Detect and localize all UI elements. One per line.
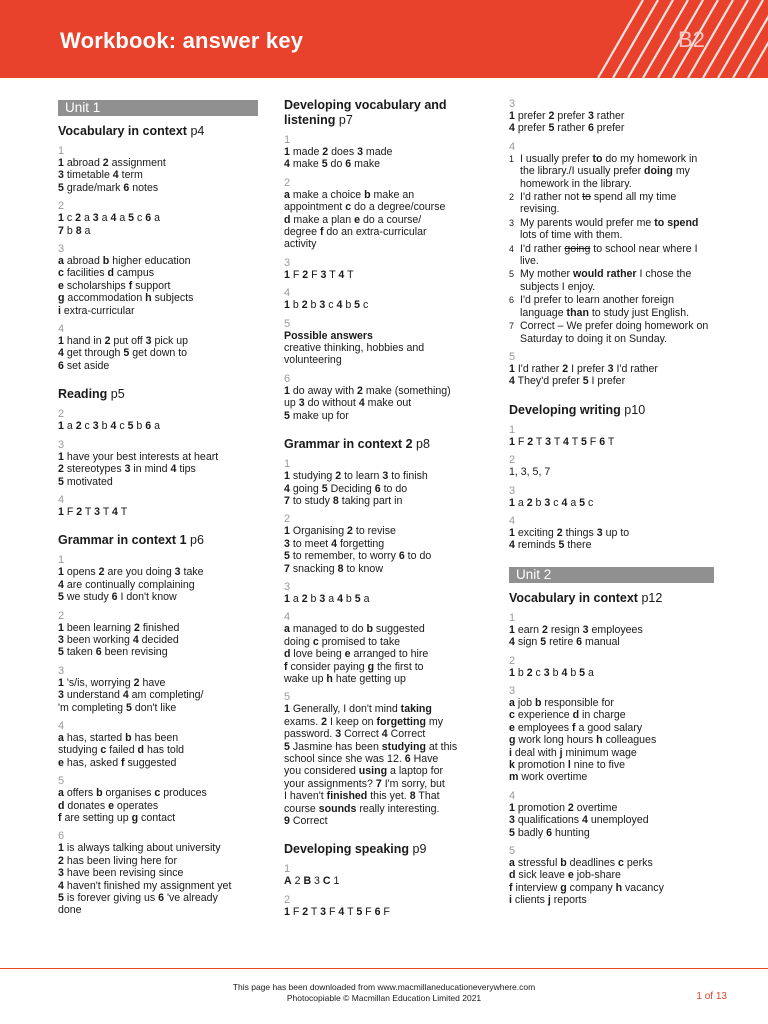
answer-line: 1 been learning 2 finished <box>58 621 180 634</box>
exercise-number: 5 <box>58 775 65 788</box>
answer-line: studying c failed d has told <box>58 744 185 757</box>
section-title-text: Reading <box>58 387 108 402</box>
answer-line: 2 has been living here for <box>58 854 177 867</box>
exercise-number: 1 <box>58 554 65 567</box>
answer-line: activity <box>284 238 317 251</box>
column-3 <box>509 98 714 922</box>
answer-line: 7 snacking 8 to know <box>284 562 383 575</box>
exercise-number: 6 <box>284 372 291 385</box>
answer-line: c facilities d campus <box>58 267 155 280</box>
answer-section <box>284 842 486 918</box>
answer-line: f are setting up g contact <box>58 812 176 824</box>
answer-line: 7 to study 8 taking part in <box>284 494 403 507</box>
exercise-number: 3 <box>284 256 291 269</box>
answer-line: Possible answers <box>284 329 373 342</box>
answer-section <box>284 437 486 827</box>
answer-line: 3 been working 4 decided <box>58 633 179 646</box>
section-title <box>58 533 258 548</box>
exercise-number: 4 <box>509 140 516 153</box>
answer-line: a offers b organises c produces <box>58 787 207 800</box>
answer-line: a abroad b higher education <box>58 255 191 268</box>
answer-item-text: I usually prefer to do my homework in the library./I usually prefer doing my homework in the library. <box>520 152 698 190</box>
exercise-number: 4 <box>284 611 291 624</box>
answer-line: 5 grade/mark 6 notes <box>58 181 159 194</box>
exercise-number: 3 <box>58 243 65 256</box>
answer-line: volunteering <box>284 354 342 367</box>
exercise <box>509 612 714 649</box>
answer-line: 5 we study 6 I don't know <box>58 591 177 604</box>
answer-line: a stressful b deadlines c perks <box>509 857 653 870</box>
answer-line: exams. 2 I keep on forgetting my <box>284 715 443 728</box>
exercise <box>284 287 486 311</box>
answer-line: 1 promotion 2 overtime <box>509 801 618 814</box>
exercise-number: 3 <box>509 98 516 110</box>
answer-line: up 3 do without 4 make out <box>284 397 412 410</box>
exercise <box>58 408 258 432</box>
answer-item <box>509 243 714 268</box>
answer-line: 4 are continually complaining <box>58 578 195 591</box>
exercise <box>509 515 714 552</box>
answer-item-number: 5 <box>509 269 515 280</box>
answer-item-number: 1 <box>509 153 515 164</box>
answer-line: d sick leave e job-share <box>509 869 621 882</box>
exercise <box>58 494 258 518</box>
exercise-number: 1 <box>509 423 516 436</box>
exercise-number: 5 <box>509 350 516 363</box>
answer-line: 4 haven't finished my assignment yet <box>58 879 232 892</box>
section-title-text: Developing writing <box>509 402 621 417</box>
answer-line: 3 timetable 4 term <box>58 169 143 182</box>
section-title <box>284 98 486 128</box>
exercise-number: 3 <box>509 684 516 697</box>
answer-line: 6 set aside <box>58 359 110 372</box>
section-title-text: Developing vocabulary and listening <box>284 98 447 127</box>
exercise-number: 2 <box>284 513 291 526</box>
section-title-text: Grammar in context 2 <box>284 437 413 452</box>
answer-line: a managed to do b suggested <box>284 623 425 636</box>
answer-item <box>509 217 714 242</box>
answer-line: 4 going 5 Deciding 6 to do <box>284 482 408 495</box>
exercise-number: 3 <box>58 664 65 677</box>
section-page-ref: p9 <box>412 842 427 857</box>
answer-section <box>58 533 258 917</box>
answer-item-text: My parents would prefer me to spend lots of time with them. <box>520 216 699 242</box>
answer-line: 4 They'd prefer 5 I prefer <box>509 375 626 388</box>
answer-section <box>58 387 258 518</box>
column-2 <box>284 98 486 933</box>
exercise <box>284 691 486 827</box>
exercise <box>284 611 486 685</box>
section-title <box>284 842 486 857</box>
answer-line: 1 F 2 T 3 T 4 T 5 F 6 T <box>509 435 615 448</box>
answer-line: i clients j reports <box>509 894 587 907</box>
section-title-text: Vocabulary in context <box>509 590 638 605</box>
answer-line: I haven't finished this yet. 8 That <box>284 790 440 803</box>
answer-item-number: 7 <box>509 321 515 332</box>
answer-line: 1 earn 2 resign 3 employees <box>509 623 643 636</box>
answer-line: e has, asked f suggested <box>58 756 177 769</box>
exercise-number: 4 <box>509 789 516 802</box>
section-page-ref: p10 <box>624 402 646 417</box>
answer-item <box>509 320 714 345</box>
answer-line: 3 qualifications 4 unemployed <box>509 814 649 827</box>
exercise <box>284 318 486 367</box>
answer-line: i deal with j minimum wage <box>509 746 637 759</box>
section-title <box>284 437 486 452</box>
answer-line: 3 to meet 4 forgetting <box>284 537 385 550</box>
answer-line: doing c promised to take <box>284 635 401 648</box>
answer-line: e scholarships f support <box>58 279 171 292</box>
answer-line: d love being e arranged to hire <box>284 648 429 661</box>
exercise-number: 2 <box>58 408 65 421</box>
exercise <box>58 323 258 372</box>
answer-section <box>509 591 714 907</box>
section-page-ref: p6 <box>190 533 204 548</box>
exercise-number: 3 <box>284 580 291 593</box>
exercise <box>58 243 258 317</box>
exercise <box>509 454 714 478</box>
section-title <box>509 591 714 606</box>
answer-line: 1 F 2 T 3 T 4 T <box>58 505 128 518</box>
exercise <box>58 145 258 194</box>
exercise-number: 1 <box>284 134 291 146</box>
answer-line: 1 a 2 b 3 c 4 a 5 c <box>509 496 594 509</box>
header-stripes-decoration <box>568 0 768 78</box>
answer-line: 1 F 2 T 3 F 4 T 5 F 6 F <box>284 905 390 918</box>
answer-line: i extra-curricular <box>58 304 135 317</box>
answer-line: 5 badly 6 hunting <box>509 826 590 839</box>
answer-line: 1 a 2 c 3 b 4 c 5 b 6 a <box>58 420 160 433</box>
exercise <box>284 863 486 887</box>
answer-line: 5 to remember, to worry 6 to do <box>284 550 432 563</box>
answer-line: 5 Jasmine has been studying at this <box>284 740 458 753</box>
answer-line: 1 Generally, I don't mind taking <box>284 703 432 716</box>
answer-line: 4 make 5 do 6 make <box>284 158 381 171</box>
footer-copyright: Photocopiable © Macmillan Education Limited 2021 <box>286 993 482 1003</box>
exercise-number: 4 <box>509 514 516 527</box>
exercise <box>58 775 258 824</box>
answer-item-number: 2 <box>509 192 515 203</box>
exercise-number: 2 <box>284 176 291 189</box>
answer-line: a make a choice b make an <box>284 188 415 201</box>
answer-line: 1 b 2 c 3 b 4 b 5 a <box>509 666 594 679</box>
answer-line: 3 understand 4 am completing/ <box>58 689 204 702</box>
exercise <box>284 581 486 605</box>
answer-section <box>284 98 486 422</box>
exercise-number: 5 <box>284 317 291 330</box>
exercise-number: 5 <box>509 845 516 858</box>
answer-line: 1 opens 2 are you doing 3 take <box>58 566 204 579</box>
footer-rule <box>0 968 768 969</box>
exercise <box>509 98 714 135</box>
answer-line: 1 b 2 b 3 c 4 b 5 c <box>284 299 369 312</box>
section-page-ref: p8 <box>416 437 430 452</box>
answer-line: 5 is forever giving us 6 've already <box>58 892 218 905</box>
answer-line: 1 hand in 2 put off 3 pick up <box>58 335 189 348</box>
exercise <box>509 351 714 388</box>
answer-line: 4 sign 5 retire 6 manual <box>509 636 620 649</box>
answer-line: d make a plan e do a course/ <box>284 213 422 226</box>
exercise <box>509 685 714 784</box>
exercise-number: 2 <box>509 454 516 467</box>
exercise-number: 2 <box>509 654 516 667</box>
exercise-number: 4 <box>58 323 65 336</box>
answer-line: 4 get through 5 get down to <box>58 347 188 360</box>
section-title <box>509 403 714 418</box>
answer-line: 5 motivated <box>58 475 113 488</box>
section-title-text: Vocabulary in context <box>58 124 187 138</box>
exercise <box>58 200 258 237</box>
answer-line: 1 abroad 2 assignment <box>58 157 166 169</box>
answer-line: k promotion l nine to five <box>509 759 626 771</box>
column-1 <box>58 98 258 932</box>
exercise-number: 2 <box>284 893 291 906</box>
answer-line: 1 is always talking about university <box>58 842 221 855</box>
answer-line: 1 exciting 2 things 3 up to <box>509 526 630 539</box>
exercise <box>58 554 258 603</box>
footer-download-note: This page has been downloaded from www.macmillaneducationeverywhere.com <box>232 982 536 992</box>
answer-item-text: Correct – We prefer doing homework on Saturday to doing it on Sunday. <box>520 320 709 345</box>
exercise <box>284 177 486 251</box>
answer-line: 1, 3, 5, 7 <box>509 466 551 479</box>
answer-item-text: I'd rather going to school near where I live. <box>520 242 698 268</box>
answer-line: wake up h hate getting up <box>284 672 406 685</box>
section-page-ref: p7 <box>338 113 353 127</box>
answer-line: 1 c 2 a 3 a 4 a 5 c 6 a <box>58 212 160 225</box>
exercise-number: 6 <box>58 830 65 843</box>
answer-item-text: My mother would rather I chose the subjects I enjoy. <box>520 268 692 293</box>
exercise-number: 4 <box>284 287 291 300</box>
answer-item-number: 4 <box>509 243 515 254</box>
exercise <box>509 141 714 345</box>
unit-heading: Unit 2 <box>509 567 714 583</box>
answer-line: 1 prefer 2 prefer 3 rather <box>509 110 625 122</box>
page-title: Workbook: answer key <box>60 28 304 53</box>
exercise <box>58 830 258 916</box>
answer-item-text: I'd rather not to spend all my time revising. <box>520 191 677 216</box>
answer-item-number: 3 <box>509 217 515 228</box>
answer-line: done <box>58 904 82 917</box>
answer-item <box>509 191 714 216</box>
answer-line: 1 's/is, worrying 2 have <box>58 676 166 689</box>
answer-line: 1 Organising 2 to revise <box>284 525 396 538</box>
section-title-text: Grammar in context 1 <box>58 533 187 548</box>
answer-line: 1 made 2 does 3 made <box>284 146 393 158</box>
section-page-ref: p12 <box>641 590 663 605</box>
answer-line: A 2 B 3 C 1 <box>284 875 340 888</box>
exercise <box>284 257 486 281</box>
exercise-number: 4 <box>58 719 65 732</box>
answer-section <box>509 98 714 388</box>
exercise-number: 1 <box>284 458 291 471</box>
answer-line: 2 stereotypes 3 in mind 4 tips <box>58 463 196 476</box>
exercise <box>284 373 486 422</box>
exercise <box>284 894 486 918</box>
answer-line: 1 have your best interests at heart <box>58 450 219 463</box>
answer-line: g accommodation h subjects <box>58 292 194 305</box>
exercise-number: 2 <box>58 609 65 622</box>
page-header <box>0 0 768 78</box>
answer-item-number: 6 <box>509 295 515 306</box>
exercise-number: 1 <box>509 611 516 624</box>
answer-line: school since she was 12. 6 Have <box>284 753 439 765</box>
answer-item <box>509 268 714 293</box>
answer-line: you considered using a laptop for <box>284 765 443 778</box>
section-title <box>58 124 258 139</box>
exercise <box>58 610 258 659</box>
answer-line: 5 make up for <box>284 409 349 422</box>
answer-line: 1 a 2 b 3 a 4 b 5 a <box>284 592 370 605</box>
exercise-number: 4 <box>58 493 65 506</box>
answer-line: course sounds really interesting. <box>284 802 440 815</box>
exercise <box>58 439 258 488</box>
answer-line: e employees f a good salary <box>509 721 643 734</box>
exercise <box>284 513 486 575</box>
exercise-number: 3 <box>58 438 65 451</box>
answer-line: 1 studying 2 to learn 3 to finish <box>284 470 428 483</box>
answer-line: 1 I'd rather 2 I prefer 3 I'd rather <box>509 362 658 375</box>
answer-line: 4 reminds 5 there <box>509 539 592 552</box>
exercise <box>58 665 258 714</box>
answer-item-text: I'd prefer to learn another foreign language than to study just English. <box>520 294 690 319</box>
answer-line: degree f do an extra-curricular <box>284 226 427 239</box>
answer-line: 5 taken 6 been revising <box>58 646 168 659</box>
answer-item <box>509 294 714 319</box>
section-page-ref: p5 <box>110 387 125 402</box>
answer-line: 7 b 8 a <box>58 224 91 237</box>
answer-line: password. 3 Correct 4 Correct <box>284 728 426 741</box>
exercise <box>509 845 714 907</box>
answer-line: 9 Correct <box>284 815 328 828</box>
answer-line: 3 have been revising since <box>58 867 184 880</box>
exercise <box>58 720 258 769</box>
answer-section <box>58 124 258 372</box>
exercise <box>509 655 714 679</box>
exercise <box>509 424 714 448</box>
answer-line: a has, started b has been <box>58 731 179 744</box>
exercise <box>284 134 486 171</box>
exercise-number: 5 <box>284 691 291 704</box>
answer-section <box>509 403 714 552</box>
answer-line: f consider paying g the first to <box>284 660 424 673</box>
answer-item <box>509 153 714 190</box>
answer-line: g work long hours h colleagues <box>509 734 657 747</box>
section-title-text: Developing speaking <box>284 842 410 857</box>
answer-line: creative thinking, hobbies and <box>284 342 425 355</box>
exercise-number: 1 <box>284 863 291 876</box>
answer-line: appointment c do a degree/course <box>284 201 446 214</box>
exercise <box>509 485 714 509</box>
exercise-number: 2 <box>58 200 65 213</box>
unit-heading: Unit 1 <box>58 100 258 116</box>
section-page-ref: p4 <box>190 124 205 138</box>
answer-line: m work overtime <box>509 771 588 784</box>
answer-line: 4 prefer 5 rather 6 prefer <box>509 122 625 135</box>
level-label: B2 <box>678 27 705 52</box>
exercise-number: 3 <box>509 484 516 497</box>
answer-line: f interview g company h vacancy <box>509 881 664 894</box>
exercise-number: 1 <box>58 145 65 157</box>
answer-line: 1 F 2 F 3 T 4 T <box>284 268 354 281</box>
answer-line: d donates e operates <box>58 799 159 812</box>
answer-line: 'm completing 5 don't like <box>58 701 177 714</box>
answer-line: your assignments? 7 I'm sorry, but <box>284 777 445 790</box>
answer-line: c experience d in charge <box>509 709 626 722</box>
answer-line: a job b responsible for <box>509 696 614 709</box>
section-title <box>58 387 258 402</box>
answer-line: 1 do away with 2 make (something) <box>284 384 451 397</box>
exercise <box>284 458 486 507</box>
exercise <box>509 790 714 839</box>
page-number: 1 of 13 <box>696 991 727 1002</box>
